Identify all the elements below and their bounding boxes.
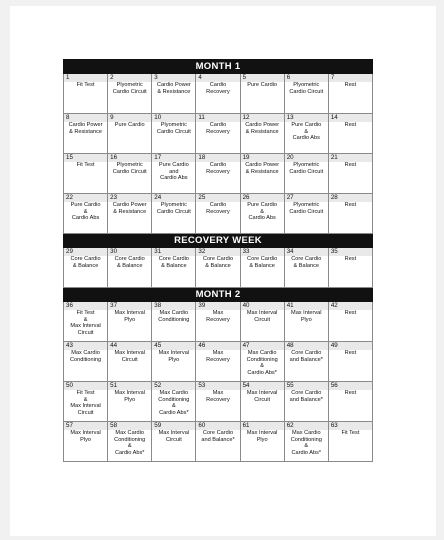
week-row — [64, 114, 373, 154]
section-header-row — [64, 288, 373, 302]
week-row — [64, 248, 373, 288]
day-number: 6 — [285, 74, 328, 82]
week-row — [64, 194, 373, 234]
day-number: 44 — [108, 342, 151, 350]
day-cell — [328, 422, 372, 462]
day-cell — [152, 342, 196, 382]
day-box — [196, 114, 239, 153]
day-cell — [196, 342, 240, 382]
workout-label: Fit Test — [341, 430, 360, 436]
day-cell — [284, 248, 328, 288]
week-row — [64, 74, 373, 114]
day-cell — [284, 114, 328, 154]
day-box — [196, 422, 239, 461]
workout-label: Max Cardio Conditioning — [70, 350, 102, 363]
workout-label: Core Cardio and Balance* — [289, 350, 323, 363]
workout-label: Core Cardio & Balance — [158, 256, 189, 269]
day-number: 9 — [108, 114, 151, 122]
workout-label: Max Interval Circuit — [158, 430, 190, 443]
day-number: 52 — [152, 382, 195, 390]
workout-label: Core Cardio & Balance — [202, 256, 234, 269]
day-number: 47 — [241, 342, 284, 350]
day-number: 27 — [285, 194, 328, 202]
day-number: 42 — [329, 302, 372, 310]
week-row — [64, 422, 373, 462]
section-header-row — [64, 234, 373, 248]
day-cell — [328, 302, 372, 342]
day-cell — [108, 302, 152, 342]
day-number: 3 — [152, 74, 195, 82]
workout-label: Pure Cardio & Cardio Abs — [70, 202, 101, 222]
day-box — [241, 302, 284, 341]
workout-label: Plyometric Cardio Circuit — [156, 122, 191, 135]
workout-label: Core Cardio & Balance — [247, 256, 278, 269]
day-box — [285, 422, 328, 461]
day-cell — [152, 302, 196, 342]
day-box — [64, 114, 107, 153]
day-box — [241, 382, 284, 421]
day-number: 20 — [285, 154, 328, 162]
workout-label: Max Interval Circuit — [246, 310, 278, 323]
day-cell — [240, 342, 284, 382]
week-row — [64, 302, 373, 342]
workout-label: Core Cardio & Balance — [70, 256, 101, 269]
workout-label: Max Recovery — [206, 350, 230, 363]
day-cell — [108, 194, 152, 234]
workout-label: Cardio Power & Resistance — [156, 82, 191, 95]
workout-label: Max Recovery — [206, 390, 230, 403]
day-box — [196, 248, 239, 287]
workout-label: Cardio Recovery — [206, 122, 230, 135]
workout-label: Core Cardio and Balance* — [289, 390, 323, 403]
day-number: 40 — [241, 302, 284, 310]
day-box — [196, 154, 239, 193]
workout-label: Plyometric Cardio Circuit — [289, 82, 324, 95]
day-cell — [196, 154, 240, 194]
workout-label: Cardio Recovery — [206, 162, 230, 175]
day-cell — [240, 422, 284, 462]
day-cell — [240, 248, 284, 288]
day-box — [285, 154, 328, 193]
workout-label: Max Cardio Conditioning & Cardio Abs* — [158, 390, 190, 416]
day-cell — [284, 422, 328, 462]
day-number: 15 — [64, 154, 107, 162]
day-cell — [152, 194, 196, 234]
day-number: 35 — [329, 248, 372, 256]
day-box — [64, 342, 107, 381]
day-box — [241, 114, 284, 153]
day-box — [108, 302, 151, 341]
day-box — [64, 422, 107, 461]
workout-calendar — [63, 59, 373, 462]
day-cell — [64, 302, 108, 342]
day-box — [108, 194, 151, 233]
day-box — [152, 74, 195, 113]
day-number: 31 — [152, 248, 195, 256]
day-box — [241, 248, 284, 287]
day-cell — [196, 194, 240, 234]
day-cell — [284, 302, 328, 342]
day-number: 34 — [285, 248, 328, 256]
workout-label: Plyometric Cardio Circuit — [289, 162, 324, 175]
day-box — [152, 248, 195, 287]
day-number: 56 — [329, 382, 372, 390]
day-cell — [108, 74, 152, 114]
week-row — [64, 154, 373, 194]
day-number: 63 — [329, 422, 372, 430]
day-box — [64, 154, 107, 193]
day-number: 45 — [152, 342, 195, 350]
day-cell — [328, 194, 372, 234]
day-cell — [196, 248, 240, 288]
day-box — [329, 248, 372, 287]
day-box — [285, 74, 328, 113]
day-number: 14 — [329, 114, 372, 122]
day-box — [64, 382, 107, 421]
day-box — [152, 422, 195, 461]
day-number: 41 — [285, 302, 328, 310]
day-box — [285, 302, 328, 341]
workout-label: Pure Cardio & Cardio Abs — [291, 122, 322, 142]
day-cell — [328, 74, 372, 114]
workout-label: Cardio Power & Resistance — [112, 202, 147, 215]
day-box — [196, 342, 239, 381]
day-number: 43 — [64, 342, 107, 350]
workout-label: Plyometric Cardio Circuit — [156, 202, 191, 215]
workout-label: Max Interval Circuit — [246, 390, 278, 403]
workout-label: Rest — [344, 82, 357, 88]
workout-label: Cardio Power & Resistance — [68, 122, 103, 135]
workout-label: Max Interval Circuit — [114, 350, 145, 363]
day-cell — [284, 74, 328, 114]
day-box — [108, 342, 151, 381]
day-number: 32 — [196, 248, 239, 256]
day-box — [64, 74, 107, 113]
day-cell — [152, 74, 196, 114]
day-box — [108, 114, 151, 153]
day-number: 55 — [285, 382, 328, 390]
day-box — [196, 74, 239, 113]
day-cell — [108, 114, 152, 154]
workout-label: Fit Test & Max Interval Circuit — [70, 310, 101, 336]
day-cell — [64, 154, 108, 194]
day-cell — [240, 74, 284, 114]
day-box — [196, 194, 239, 233]
day-cell — [284, 342, 328, 382]
day-box — [329, 154, 372, 193]
day-number: 33 — [241, 248, 284, 256]
document-page — [10, 6, 436, 536]
workout-label: Pure Cardio and Cardio Abs — [158, 162, 189, 182]
day-cell — [152, 248, 196, 288]
workout-label: Max Cardio Conditioning & Cardio Abs* — [114, 430, 146, 456]
day-box — [285, 194, 328, 233]
workout-label: Max Cardio Conditioning & Cardio Abs* — [290, 430, 322, 456]
workout-label: Max Cardio Conditioning & Cardio Abs* — [246, 350, 278, 376]
day-cell — [152, 114, 196, 154]
day-number: 54 — [241, 382, 284, 390]
workout-label: Pure Cardio & Cardio Abs — [247, 202, 278, 222]
day-box — [329, 342, 372, 381]
workout-label: Pure Cardio — [114, 122, 145, 128]
day-number: 30 — [108, 248, 151, 256]
day-box — [285, 248, 328, 287]
day-cell — [284, 382, 328, 422]
day-box — [241, 342, 284, 381]
day-number: 4 — [196, 74, 239, 82]
day-cell — [240, 194, 284, 234]
day-cell — [64, 248, 108, 288]
day-number: 60 — [196, 422, 239, 430]
section-title: MONTH 1 — [64, 60, 373, 74]
workout-label: Core Cardio & Balance — [291, 256, 322, 269]
day-number: 22 — [64, 194, 107, 202]
day-number: 50 — [64, 382, 107, 390]
workout-label: Fit Test & Max Interval Circuit — [70, 390, 101, 416]
workout-label: Max Recovery — [206, 310, 230, 323]
day-cell — [152, 382, 196, 422]
workout-label: Max Interval Plyo — [291, 310, 322, 323]
day-cell — [284, 194, 328, 234]
day-box — [152, 194, 195, 233]
workout-label: Max Interval Plyo — [114, 390, 145, 403]
day-number: 36 — [64, 302, 107, 310]
day-number: 5 — [241, 74, 284, 82]
day-box — [329, 382, 372, 421]
day-cell — [152, 422, 196, 462]
week-row — [64, 342, 373, 382]
day-number: 38 — [152, 302, 195, 310]
day-number: 18 — [196, 154, 239, 162]
day-box — [64, 194, 107, 233]
day-box — [329, 194, 372, 233]
day-cell — [64, 194, 108, 234]
day-number: 49 — [329, 342, 372, 350]
day-cell — [64, 342, 108, 382]
day-box — [152, 154, 195, 193]
day-number: 17 — [152, 154, 195, 162]
day-box — [108, 248, 151, 287]
day-box — [285, 382, 328, 421]
day-number: 11 — [196, 114, 239, 122]
section-header-row — [64, 60, 373, 74]
workout-label: Cardio Recovery — [206, 202, 230, 215]
day-box — [196, 302, 239, 341]
day-box — [241, 154, 284, 193]
day-box — [329, 422, 372, 461]
day-number: 59 — [152, 422, 195, 430]
day-number: 16 — [108, 154, 151, 162]
day-number: 12 — [241, 114, 284, 122]
workout-label: Cardio Recovery — [206, 82, 230, 95]
day-number: 37 — [108, 302, 151, 310]
day-number: 58 — [108, 422, 151, 430]
day-box — [108, 382, 151, 421]
workout-label: Rest — [344, 350, 357, 356]
day-number: 1 — [64, 74, 107, 82]
day-cell — [108, 382, 152, 422]
day-number: 62 — [285, 422, 328, 430]
workout-label: Core Cardio & Balance — [114, 256, 145, 269]
day-number: 28 — [329, 194, 372, 202]
day-cell — [64, 114, 108, 154]
workout-label: Rest — [344, 162, 357, 168]
day-cell — [108, 422, 152, 462]
workout-label: Rest — [344, 390, 357, 396]
day-cell — [152, 154, 196, 194]
day-cell — [284, 154, 328, 194]
day-number: 24 — [152, 194, 195, 202]
day-number: 26 — [241, 194, 284, 202]
day-box — [285, 342, 328, 381]
week-row — [64, 382, 373, 422]
day-number: 57 — [64, 422, 107, 430]
day-number: 46 — [196, 342, 239, 350]
day-number: 19 — [241, 154, 284, 162]
day-box — [329, 74, 372, 113]
day-box — [108, 74, 151, 113]
day-box — [196, 382, 239, 421]
day-cell — [328, 154, 372, 194]
section-title: RECOVERY WEEK — [64, 234, 373, 248]
day-cell — [196, 382, 240, 422]
workout-label: Fit Test — [76, 162, 95, 168]
workout-label: Max Interval Plyo — [158, 350, 190, 363]
day-box — [108, 422, 151, 461]
day-box — [241, 74, 284, 113]
day-cell — [108, 154, 152, 194]
day-cell — [328, 114, 372, 154]
day-box — [152, 114, 195, 153]
day-cell — [64, 382, 108, 422]
day-box — [329, 302, 372, 341]
workout-label: Rest — [344, 310, 357, 316]
day-box — [329, 114, 372, 153]
section-title: MONTH 2 — [64, 288, 373, 302]
day-cell — [196, 114, 240, 154]
day-number: 61 — [241, 422, 284, 430]
day-cell — [328, 248, 372, 288]
day-cell — [196, 74, 240, 114]
day-cell — [240, 154, 284, 194]
workout-label: Cardio Power & Resistance — [245, 162, 280, 175]
day-box — [152, 302, 195, 341]
workout-label: Max Interval Plyo — [70, 430, 101, 443]
workout-label: Max Interval Plyo — [114, 310, 145, 323]
day-number: 39 — [196, 302, 239, 310]
day-number: 13 — [285, 114, 328, 122]
workout-label: Plyometric Cardio Circuit — [289, 202, 324, 215]
workout-label: Plyometric Cardio Circuit — [112, 82, 147, 95]
day-number: 7 — [329, 74, 372, 82]
workout-label: Rest — [344, 122, 357, 128]
workout-label: Core Cardio and Balance* — [201, 430, 235, 443]
day-cell — [240, 382, 284, 422]
day-box — [64, 248, 107, 287]
day-box — [108, 154, 151, 193]
workout-label: Max Cardio Conditioning — [158, 310, 190, 323]
day-cell — [196, 302, 240, 342]
day-number: 8 — [64, 114, 107, 122]
day-box — [241, 194, 284, 233]
day-number: 10 — [152, 114, 195, 122]
day-cell — [64, 74, 108, 114]
day-cell — [108, 248, 152, 288]
day-box — [64, 302, 107, 341]
workout-label: Plyometric Cardio Circuit — [112, 162, 147, 175]
day-cell — [64, 422, 108, 462]
workout-label: Fit Test — [76, 82, 95, 88]
day-cell — [240, 114, 284, 154]
day-box — [285, 114, 328, 153]
day-box — [152, 382, 195, 421]
workout-label: Pure Cardio — [247, 82, 278, 88]
day-number: 48 — [285, 342, 328, 350]
day-cell — [328, 382, 372, 422]
day-number: 53 — [196, 382, 239, 390]
workout-label: Cardio Power & Resistance — [245, 122, 280, 135]
day-number: 29 — [64, 248, 107, 256]
day-number: 51 — [108, 382, 151, 390]
day-number: 25 — [196, 194, 239, 202]
day-number: 2 — [108, 74, 151, 82]
day-cell — [328, 342, 372, 382]
workout-label: Rest — [344, 202, 357, 208]
day-number: 21 — [329, 154, 372, 162]
workout-label: Max Interval Plyo — [246, 430, 278, 443]
day-number: 23 — [108, 194, 151, 202]
day-cell — [108, 342, 152, 382]
workout-label: Rest — [344, 256, 357, 262]
day-box — [152, 342, 195, 381]
day-cell — [196, 422, 240, 462]
day-cell — [240, 302, 284, 342]
day-box — [241, 422, 284, 461]
